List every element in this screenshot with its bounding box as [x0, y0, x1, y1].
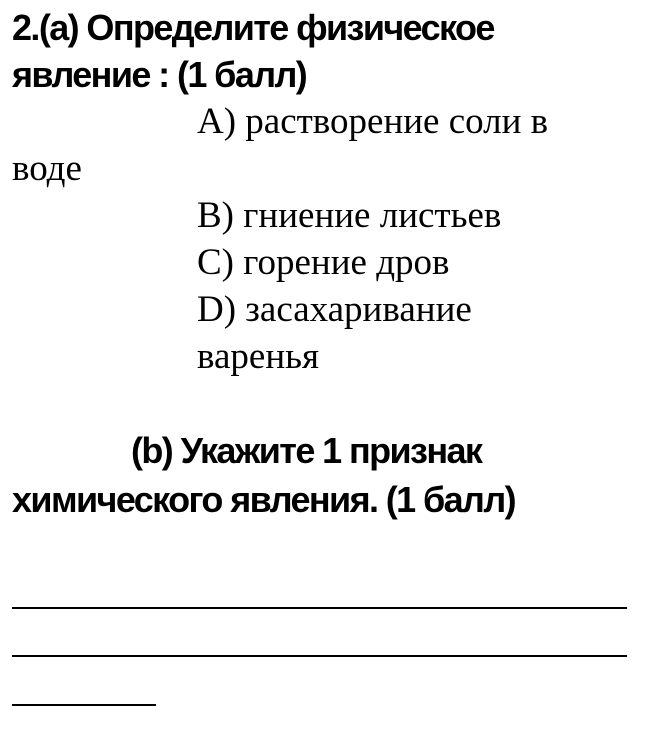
question-a-title-line1: 2.(a) Определите физическое	[12, 7, 494, 48]
answer-line-2	[12, 655, 627, 657]
answer-line-3	[12, 704, 156, 706]
option-c: C) горение дров	[197, 242, 450, 283]
option-b: B) гниение листьев	[197, 195, 502, 236]
question-b-title-line1: (b) Укажите 1 признак	[131, 430, 482, 471]
option-a-line1: A) растворение соли в	[197, 101, 549, 142]
question-b-title-line2: химического явления. (1 балл)	[12, 479, 515, 520]
question-a-title-line2: явление : (1 балл)	[12, 54, 307, 95]
answer-line-1	[12, 607, 627, 609]
option-d-line2: варенья	[197, 336, 320, 377]
option-d-line1: D) засахаривание	[197, 289, 472, 330]
option-a-line2: воде	[12, 148, 82, 189]
